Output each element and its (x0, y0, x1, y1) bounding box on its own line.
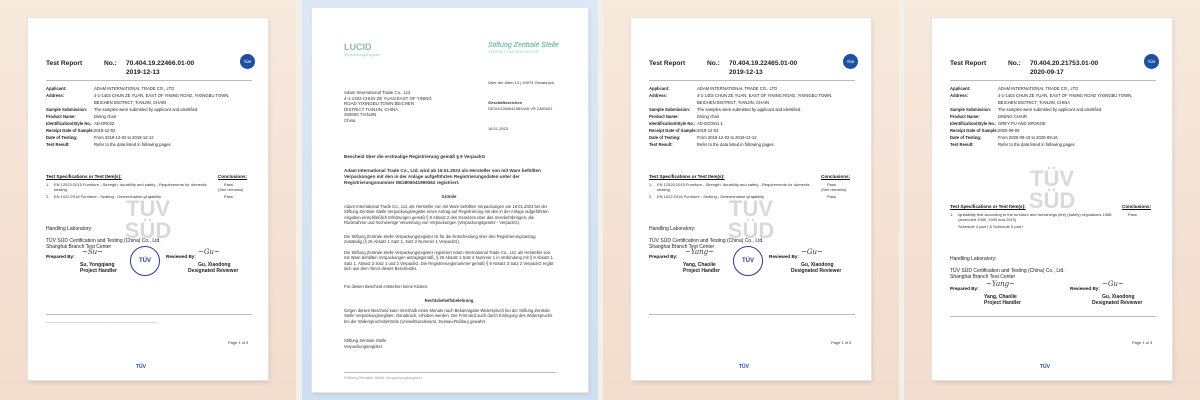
spec-result-note: (See remarks) (218, 187, 244, 192)
lab-branch: Shanghai Branch Test Center (649, 244, 715, 250)
conclusion-label: Conclusions: (1122, 204, 1152, 209)
lab-name: TÜV SÜD Certification and Testing (China) Co., Ltd. (649, 238, 764, 244)
field-key: Receipt Date of Sample: (46, 128, 94, 133)
field-value: 2020-09-09 (998, 128, 1020, 133)
signer-1-role: Project Handler (80, 268, 117, 274)
spec-number: 1. (649, 182, 653, 187)
spec-number: 1. (46, 182, 50, 187)
field-key: Product Name: (649, 114, 679, 119)
field-value: BEICHEN DISTRICT, TIANJIN, CHAIN (697, 100, 770, 105)
field-row (649, 100, 769, 105)
signer-2-role: Designated Reviewer (188, 268, 239, 274)
address-line: 300000 TIANJIN (344, 112, 377, 118)
field-value: AD-DC0011-1 (697, 121, 723, 126)
field-key: Address: (46, 93, 65, 98)
sud-watermark: SÜD (124, 218, 172, 243)
field-key: Receipt Date of Sample: (950, 128, 998, 133)
ref-label: Geschäftszeichen (488, 100, 523, 105)
spec-result: Pass (224, 194, 233, 199)
signer-2-role: Designated Reviewer (791, 268, 842, 274)
field-key: Applicant: (950, 86, 971, 91)
ref-value: DE3101284641583440 VR 2380001 (488, 106, 553, 111)
field-key: Sample Submission: (649, 107, 691, 112)
signature-1: ~Yang~ (986, 280, 1015, 288)
footer-mark: TÜV (739, 364, 749, 370)
field-value: 2019-12-02 (94, 128, 116, 133)
panel-report-2 (603, 0, 899, 400)
para-2: Die Stiftung Zentrale Stelle Verpackungsregister ist für die Entscheidung über den Registrierungsantrag zuständig (§ 26 Absatz 1 Satz 1, Satz 2 Nummer 1 VerpackG). (344, 234, 536, 245)
lab-branch: Shanghai Branch Test Center (950, 274, 1016, 280)
field-key: Date of Testing: (950, 135, 982, 140)
field-value: GREY PU AND SPONGE (998, 121, 1046, 126)
address-line: DISTRICT TIANJIN, CHINA (344, 106, 398, 112)
field-row (950, 128, 1019, 133)
sud-watermark: SÜD (727, 218, 775, 243)
signer-1-name: Yang, Chaolie (984, 294, 1017, 300)
para-3: Die Stiftung Zentrale Stelle Verpackungsregister registriert Adam International Trade Co., Ltd. als Hersteller von mit Ware befüllten Verpackungen antragsgemäß, § 26 Absatz 1 Satz 2 Nummer 1 in Verbindung mit § 9 Absatz 1 Satz 1, Absatz 2 Satz 1 und 2 VerpackG. Die Registrierungsnummer gemäß § 9 Absatz 3 Satz 2 VerpackG ergibt sich aus dem Tenor dieses Bescheides. (344, 250, 554, 272)
panel-report-1 (0, 0, 296, 400)
tuv-watermark: TÜV (729, 196, 773, 221)
field-row (950, 107, 1102, 112)
field-key: Date of Testing: (46, 135, 78, 140)
field-key: Sample Submission: (950, 107, 992, 112)
zsvr-logo: Stiftung Zentrale Stelle VERPACKUNGSREGISTER (488, 42, 559, 54)
lab-name: TÜV SÜD Certification and Testing (China) Co., Ltd. (46, 238, 161, 244)
field-value: From 2019-12-02 to 2019-12-12 (94, 135, 154, 140)
report-title: Test Report (649, 60, 686, 67)
field-row (649, 86, 777, 91)
reviewed-label: Reviewed By: (166, 254, 196, 259)
address-line: ROAD YIXINGBU TOWN BEICHEN (344, 101, 415, 107)
lab-label: Handling Laboratory: (649, 226, 696, 232)
field-row (649, 142, 774, 147)
para-1: Adam International Trade Co., Ltd. als Hersteller von mit Ware befüllten Verpackungen am 16.01.2023 bei der Stiftung Zentrale Stelle Verpackungsregister einen Antrag auf Registrierung mit den in der Anlage aufgeführten Angaben einschließlich Erklärungen gemäß § 9 Absatz 2 des Gesetzes über das Inverkehrbringen, die Rücknahme und hochwertige Verwertung von Verpackungen (Verpackungsgesetz - VerpackG). (344, 204, 549, 226)
spec-text-2: seating (657, 187, 670, 192)
spec-text: EN 1022:2018 Furniture - Seating - Determination of stability (54, 194, 162, 199)
field-value: The samples were submitted by applicant and identified. (94, 107, 199, 112)
spec-result-note: (See remarks) (821, 187, 847, 192)
report-date: 2019-12-13 (126, 69, 160, 76)
report-no-label: No.: (104, 60, 117, 67)
field-value: Refer to the data listed in following pages (94, 142, 171, 147)
sign-line-1: Stiftung Zentrale Stelle (344, 338, 387, 343)
field-row (649, 135, 757, 140)
field-row (950, 93, 1132, 98)
report-title: Test Report (950, 60, 987, 67)
report-no-value: 70.404.19.22466.01-00 (126, 60, 195, 67)
spec-text-2: (amended 1989, 1993 and 2010) (958, 217, 1017, 222)
field-key: Address: (649, 93, 668, 98)
report-no-value: 70.404.19.22465.01-00 (729, 60, 798, 67)
field-row (46, 142, 171, 147)
panel-registration (302, 0, 598, 400)
lucid-logo: LUCID Verpackungsregister (344, 42, 381, 57)
test-report-2 (631, 18, 871, 380)
field-value: Dining chair (697, 114, 720, 119)
spec-result: Pass (827, 182, 836, 187)
spec-result: Pass (224, 182, 233, 187)
registration-letter (312, 8, 588, 392)
field-value: AD-DR022 (94, 121, 115, 126)
page-number: Page 1 of 4 (1132, 340, 1153, 345)
signature-2: ~Gu~ (1102, 280, 1124, 288)
field-value: 4-1-1403 CHUN ZE YUAN, EAST OF YINING ROAD, YIXINGBU TOWN, (697, 93, 833, 98)
field-row (649, 121, 723, 126)
letter-date: 16.01.2023 (488, 126, 509, 131)
field-key (950, 100, 994, 105)
field-key: Applicant: (46, 86, 67, 91)
field-row (950, 121, 1046, 126)
tuv-watermark: TÜV (126, 196, 170, 221)
spec-result: Pass (1128, 212, 1137, 217)
field-key: Product Name: (46, 114, 76, 119)
para-5: Gegen diesen Bescheid kann innerhalb eines Monats nach Bekanntgabe Widerspruch bei der Stiftung Zentrale Stelle Verpackungsregister, Osnabrück, erhoben werden. Der Frist wird auch durch Einlegung des Widerspruchs bei der Widerspruchsbehörde (Umweltbundesamt, Dessau-Roßlau) gewahrt. (344, 308, 553, 324)
para-4: Für diesen Bescheid entstehen keine Kosten. (344, 284, 429, 289)
field-key: Test Result: (46, 142, 70, 147)
field-key (649, 100, 693, 105)
signature-1: ~Su~ (82, 248, 104, 256)
spec-number: 2. (46, 194, 50, 199)
field-value: DINING CHAIR (998, 114, 1027, 119)
field-key: Test Result: (950, 142, 974, 147)
field-value: BEICHEN DISTRICT, TIANJIN, CHAIN (94, 100, 167, 105)
field-key: Test Result: (649, 142, 673, 147)
lab-label: Handling Laboratory: (950, 256, 997, 262)
sender-line: Über der Alten 13 | 49074 Osnabrück (488, 80, 554, 85)
field-value: The samples were submitted by applicant and identified. (697, 107, 802, 112)
spec-text: Ignitability test according to the furniture and furnishings (fire) (safety) regulations 1988 (958, 212, 1112, 217)
field-row (950, 135, 1058, 140)
spec-label: Test Specifications or Test Item(s): (950, 204, 1026, 209)
prepared-label: Prepared By: (950, 286, 979, 291)
lab-label: Handling Laboratory: (46, 226, 93, 232)
field-key (46, 100, 90, 105)
field-row (950, 114, 1027, 119)
field-row (46, 100, 166, 105)
field-key: Date of Testing: (649, 135, 681, 140)
reviewed-label: Reviewed By: (769, 254, 799, 259)
spec-text: EN 1022:2018 Furniture - Seating - Determination of stability (657, 194, 765, 199)
field-row (46, 93, 229, 98)
field-value: ADAM INTERNATIONAL TRADE CO., LTD (697, 86, 778, 91)
tuv-logo-icon: TÜV (843, 54, 858, 69)
field-row (649, 128, 718, 133)
footer-mark: TÜV (136, 364, 146, 370)
signature-2: ~Gu~ (198, 248, 220, 256)
spec-text-2: seating (54, 187, 67, 192)
field-value: Dining chair (94, 114, 117, 119)
field-key: Identification/Style No.: (46, 121, 93, 126)
field-value: The samples were submitted by applicant and identified. (998, 107, 1103, 112)
field-key: Product Name: (950, 114, 980, 119)
test-report-1: TÜV Test Report No.: 70.404.19.22466.01-00 2019-12-13 Test Specifications or Test Item(s): Conclusions: TÜV SÜD Handling Laboratory: TÜV SÜD Certification and Testing (China) Co., Ltd. Shanghai Branch Test Center TÜV Prepared By: ~Su~ Reviewed By: ~Gu~ Su, Yongqiang Project Handler Gu, Xiaodong Designated Reviewer ________________________________________________ Page 1 of 8 TÜV Applicant: ADAM INTERNATIONAL TRADE CO., LTD Address: 4-1-1403 CHUN ZE YUAN, EAST OF YINING ROAD, YIXINGBU TOWN, BEICHEN DISTRICT, TIANJIN, CHAIN Sample Submission: The samples were submitted by applicant and identified. Product Name: Dining chair Identification/Style No.: AD-DR022 Receipt Date of Sample: 2019-12-02 Date of Testing: From 2019-12-02 to 2019-12-12 Test Result: Refer to the data listed in following pages 1. EN 12520:2015 Furniture - Strength, durability and safety - Requirements for domestic seating Pass (See remarks) 2. EN 1022:2018 Furniture - Seating - Determination of stability Pass (28, 18, 268, 380)
conclusion-label: Conclusions: (821, 174, 851, 179)
signer-2-name: Gu, Xiaodong (1102, 294, 1135, 300)
tuv-logo-icon: TÜV (1144, 54, 1159, 69)
spec-label: Test Specifications or Test Item(s): (649, 174, 725, 179)
field-row (950, 100, 1070, 105)
spec-result: Pass (827, 194, 836, 199)
letter-heading: Bescheid über die erstmalige Registrierung gemäß § 9 VerpackG (344, 154, 486, 159)
signer-1-role: Project Handler (683, 268, 720, 274)
spec-text: EN 12520:2015 Furniture - Strength, durability and safety - Requirements for domestic (657, 182, 810, 187)
field-row (649, 107, 801, 112)
field-row (46, 121, 114, 126)
letter-footer: Stiftung Zentrale Stelle Verpackungsregister (344, 375, 423, 380)
field-value: 4-1-1403 CHUN ZE YUAN, EAST OF YINING ROAD YIXINGBU TOWN, (998, 93, 1133, 98)
field-row (46, 135, 154, 140)
tuv-stamp: TÜV (130, 246, 160, 276)
signature-2: ~Gu~ (801, 248, 823, 256)
lab-branch: Shanghai Branch Test Center (46, 244, 112, 250)
field-row (46, 86, 174, 91)
field-row (649, 114, 719, 119)
field-value: From 2020-09-10 to 2020-09-16 (998, 135, 1058, 140)
field-value: Refer to the data listed in following pages (998, 142, 1075, 147)
tuv-watermark: TÜV (1030, 166, 1074, 191)
field-row (46, 107, 198, 112)
address-line: 4-1-1403 CHUN ZE YUAN EAST OF YINING (344, 95, 432, 101)
signer-2-role: Designated Reviewer (1092, 300, 1143, 306)
field-row (649, 93, 832, 98)
field-row (46, 114, 116, 119)
prepared-label: Prepared By: (46, 254, 75, 259)
field-value: 4-1-1403 CHUN ZE YUAN, EAST OF YINING ROAD, YIXINGBU TOWN, (94, 93, 230, 98)
field-value: Refer to the data listed in following pages (697, 142, 774, 147)
report-title: Test Report (46, 60, 83, 67)
field-value: BEICHEN DISTRICT, TIANJIN, CHINA (998, 100, 1071, 105)
report-no-value: 70.404.20.21753.01-00 (1030, 60, 1099, 67)
signer-2-name: Gu, Xiaodong (801, 262, 834, 268)
page-number: Page 1 of 8 (831, 340, 852, 345)
footer-mark: TÜV (1040, 364, 1050, 370)
panel-report-3 (904, 0, 1200, 400)
signer-1-name: Yang, Chaolie (683, 262, 716, 268)
tuv-logo-icon: TÜV (240, 54, 255, 69)
field-key: Address: (950, 93, 969, 98)
conclusion-label: Conclusions: (218, 174, 248, 179)
report-date: 2020-09-17 (1030, 69, 1064, 76)
field-value: ADAM INTERNATIONAL TRADE CO., LTD (998, 86, 1079, 91)
field-row (46, 128, 115, 133)
spec-label: Test Specifications or Test Item(s): (46, 174, 122, 179)
report-date: 2019-12-13 (729, 69, 763, 76)
spec-number: 1. (950, 212, 954, 217)
report-no-label: No.: (707, 60, 720, 67)
sud-watermark: SÜD (1028, 188, 1076, 213)
signature-1: ~Yang~ (685, 248, 714, 256)
reviewed-label: Reviewed By: (1070, 286, 1100, 291)
rb-heading: Rechtsbehelfsbelehrung (424, 298, 474, 303)
field-key: Sample Submission: (46, 107, 88, 112)
field-value: ADAM INTERNATIONAL TRADE CO., LTD (94, 86, 175, 91)
test-report-3 (932, 18, 1172, 380)
address-line: Adam International Trade Co., Ltd (344, 90, 410, 95)
signer-2-name: Gu, Xiaodong (198, 262, 231, 268)
sign-line-2: Verpackungsregister (344, 344, 383, 349)
lab-name: TÜV SÜD Certification and Testing (China) Co., Ltd. (950, 268, 1065, 274)
field-row (950, 142, 1075, 147)
field-value: 2019-12-02 (697, 128, 719, 133)
spec-text: EN 12520:2015 Furniture - Strength, durability and safety - Requirements for domestic (54, 182, 207, 187)
signer-1-name: Su, Yongqiang (80, 262, 115, 268)
tuv-stamp: TÜV (733, 246, 763, 276)
field-key: Identification/Style No.: (649, 121, 696, 126)
spec-number: 2. (649, 194, 653, 199)
prepared-label: Prepared By: (649, 254, 678, 259)
spec-text: Schedule 4 part I & Schedule 5 part I (958, 224, 1024, 229)
field-key: Identification/Style No.: (950, 121, 997, 126)
field-key: Applicant: (649, 86, 670, 91)
report-no-label: No.: (1008, 60, 1021, 67)
address-line: China (344, 117, 356, 123)
signer-1-role: Project Handler (984, 300, 1021, 306)
letter-lead: Adam International Trade Co., Ltd. wird ab 16.01.2023 als Hersteller von mit Ware befüllten Verpackungen mit den in der Anlage aufgeführten Registrierungsdaten unter der Registrierungsnummer DE2806041999362 registriert. (344, 168, 541, 185)
field-row (950, 86, 1078, 91)
field-value: From 2019-12-02 to 2019-12-12 (697, 135, 757, 140)
page-number: Page 1 of 8 (228, 340, 249, 345)
gruende-heading: Gründe (441, 194, 457, 199)
field-key: Receipt Date of Sample: (649, 128, 697, 133)
